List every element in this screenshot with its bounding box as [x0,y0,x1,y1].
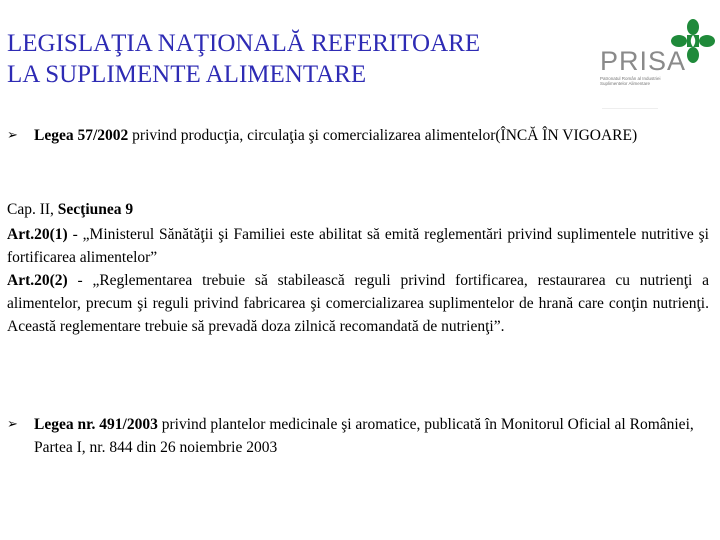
chapter-heading [7,198,709,221]
law-description: privind producţia, circulaţia şi comercializarea alimentelor(ÎNCĂ ÎN VIGOARE) [128,127,638,144]
law-label: Legea 57/2002 [34,127,129,144]
prisa-logo [572,8,720,108]
logo-divider [602,108,658,109]
arrow-bullet-icon: ➢ [7,417,18,432]
section-label: Secţiunea 9 [57,201,134,218]
chapter-label: Cap. II, [7,201,58,218]
bullet-text [34,413,709,459]
law-description: privind plantelor medicinale şi aromatice, publicată în Monitorul Oficial al României, Partea I, nr. 844 din 26 noiembrie 2003 [34,416,694,456]
arrow-bullet-icon: ➢ [7,128,18,143]
article-text: - „Reglementarea trebuie să stabilească reguli privind fortificarea, restaurarea cu nutrienţi a alimentelor, precum şi reguli privind fabricarea şi comercializarea suplimentelor de hrană care conţin nutrienţi. Această reglementare trebuie să prevadă doza zilnică recomandată de nutrienţi”. [7,272,709,335]
article-20-2 [7,269,709,338]
title-line-1: LEGISLAŢIA NAŢIONALĂ REFERITOARE [7,30,481,57]
bullet-legea-491 [7,413,709,459]
article-20-1 [7,223,709,269]
bullet-text [34,124,709,147]
page-title [7,28,577,90]
title-line-2: LA SUPLIMENTE ALIMENTARE [7,61,367,88]
logo-wordmark: PRISA [600,46,687,76]
article-label: Art.20(1) [7,226,68,243]
law-label: Legea nr. 491/2003 [34,416,158,433]
article-label: Art.20(2) [7,272,68,289]
bullet-legea-57 [7,124,709,147]
logo-subtitle: Patronatul Român al Industriei Suplimentelor Alimentare [600,76,661,86]
article-text: - „Ministerul Sănătăţii şi Familiei este abilitat să emită reglementări privind suplimentele nutritive şi fortificarea alimentelor” [7,226,709,266]
